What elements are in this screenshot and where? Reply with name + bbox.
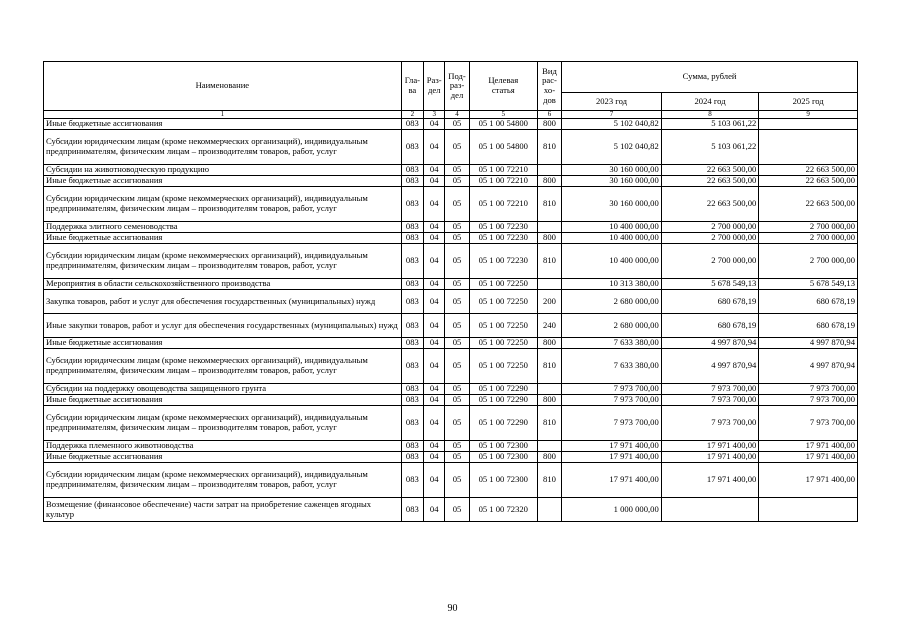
row-name: Иные бюджетные ассигнования xyxy=(44,119,402,130)
row-sum-2024: 680 678,19 xyxy=(661,314,759,338)
row-glava: 083 xyxy=(401,290,423,314)
row-vid: 240 xyxy=(537,314,561,338)
row-sum-2024: 5 103 061,22 xyxy=(661,130,759,165)
header-vid: Вид рас- хо- дов xyxy=(537,62,561,111)
row-name: Субсидии юридическим лицам (кроме некоммерческих организаций), индивидуальным предпринимателям, физическим лицам – производителям товаров, работ, услуг xyxy=(44,187,402,222)
column-number: 6 xyxy=(537,111,561,119)
header-2023: 2023 год xyxy=(562,93,662,111)
row-sum-2024: 2 700 000,00 xyxy=(661,233,759,244)
row-vid xyxy=(537,222,561,233)
row-podrazdel: 05 xyxy=(445,233,469,244)
row-razdel: 04 xyxy=(424,441,445,452)
row-sum-2023: 7 973 700,00 xyxy=(562,406,662,441)
table-row xyxy=(44,119,858,130)
row-celevaya: 05 1 00 72210 xyxy=(469,165,537,176)
row-name: Субсидии юридическим лицам (кроме некоммерческих организаций), индивидуальным предпринимателям, физическим лицам – производителям товаров, работ, услуг xyxy=(44,406,402,441)
row-vid: 810 xyxy=(537,406,561,441)
row-vid: 810 xyxy=(537,463,561,498)
row-vid: 200 xyxy=(537,290,561,314)
row-name: Субсидии юридическим лицам (кроме некоммерческих организаций), индивидуальным предпринимателям, физическим лицам – производителям товаров, работ, услуг xyxy=(44,463,402,498)
table-row xyxy=(44,279,858,290)
row-sum-2023: 5 102 040,82 xyxy=(562,130,662,165)
row-razdel: 04 xyxy=(424,165,445,176)
row-sum-2024: 5 103 061,22 xyxy=(661,119,759,130)
row-razdel: 04 xyxy=(424,406,445,441)
row-glava: 083 xyxy=(401,233,423,244)
row-podrazdel: 05 xyxy=(445,165,469,176)
row-podrazdel: 05 xyxy=(445,119,469,130)
column-number: 1 xyxy=(44,111,402,119)
row-glava: 083 xyxy=(401,176,423,187)
row-sum-2025 xyxy=(759,119,858,130)
row-sum-2023: 7 633 380,00 xyxy=(562,338,662,349)
row-celevaya: 05 1 00 72230 xyxy=(469,244,537,279)
row-sum-2025: 5 678 549,13 xyxy=(759,279,858,290)
row-sum-2025: 7 973 700,00 xyxy=(759,395,858,406)
row-glava: 083 xyxy=(401,165,423,176)
row-celevaya: 05 1 00 72300 xyxy=(469,452,537,463)
row-glava: 083 xyxy=(401,119,423,130)
row-podrazdel: 05 xyxy=(445,290,469,314)
row-sum-2024: 5 678 549,13 xyxy=(661,279,759,290)
row-glava: 083 xyxy=(401,222,423,233)
row-razdel: 04 xyxy=(424,176,445,187)
row-sum-2025: 2 700 000,00 xyxy=(759,222,858,233)
row-sum-2025: 7 973 700,00 xyxy=(759,384,858,395)
column-number: 5 xyxy=(469,111,537,119)
table-row xyxy=(44,222,858,233)
row-celevaya: 05 1 00 54800 xyxy=(469,130,537,165)
row-glava: 083 xyxy=(401,498,423,522)
row-celevaya: 05 1 00 72320 xyxy=(469,498,537,522)
row-vid: 800 xyxy=(537,452,561,463)
row-sum-2023: 7 973 700,00 xyxy=(562,395,662,406)
row-celevaya: 05 1 00 72250 xyxy=(469,338,537,349)
row-razdel: 04 xyxy=(424,222,445,233)
row-sum-2024: 2 700 000,00 xyxy=(661,222,759,233)
table-row xyxy=(44,463,858,498)
row-sum-2025: 680 678,19 xyxy=(759,314,858,338)
row-name: Субсидии юридическим лицам (кроме некоммерческих организаций), индивидуальным предпринимателям, физическим лицам – производителям товаров, работ, услуг xyxy=(44,349,402,384)
row-vid xyxy=(537,384,561,395)
row-sum-2025: 4 997 870,94 xyxy=(759,338,858,349)
row-name: Иные бюджетные ассигнования xyxy=(44,233,402,244)
table-row xyxy=(44,233,858,244)
table-row xyxy=(44,244,858,279)
header-name: Наименование xyxy=(44,62,402,111)
row-glava: 083 xyxy=(401,384,423,395)
table-row xyxy=(44,165,858,176)
row-name: Иные закупки товаров, работ и услуг для обеспечения государственных (муниципальных) нужд xyxy=(44,314,402,338)
row-celevaya: 05 1 00 72250 xyxy=(469,279,537,290)
table-body xyxy=(44,119,858,522)
row-sum-2024: 17 971 400,00 xyxy=(661,452,759,463)
table-row xyxy=(44,441,858,452)
row-sum-2025: 22 663 500,00 xyxy=(759,165,858,176)
row-razdel: 04 xyxy=(424,130,445,165)
row-glava: 083 xyxy=(401,349,423,384)
row-vid: 800 xyxy=(537,176,561,187)
row-sum-2025: 17 971 400,00 xyxy=(759,463,858,498)
row-sum-2023: 2 680 000,00 xyxy=(562,290,662,314)
row-podrazdel: 05 xyxy=(445,452,469,463)
row-name: Иные бюджетные ассигнования xyxy=(44,338,402,349)
row-podrazdel: 05 xyxy=(445,338,469,349)
row-name: Возмещение (финансовое обеспечение) части затрат на приобретение саженцев ягодных культур xyxy=(44,498,402,522)
row-podrazdel: 05 xyxy=(445,222,469,233)
row-razdel: 04 xyxy=(424,463,445,498)
row-celevaya: 05 1 00 72250 xyxy=(469,349,537,384)
row-glava: 083 xyxy=(401,395,423,406)
table-header xyxy=(44,62,858,119)
row-razdel: 04 xyxy=(424,290,445,314)
row-sum-2023: 30 160 000,00 xyxy=(562,187,662,222)
row-podrazdel: 05 xyxy=(445,406,469,441)
row-celevaya: 05 1 00 72230 xyxy=(469,233,537,244)
row-glava: 083 xyxy=(401,338,423,349)
row-sum-2023: 7 973 700,00 xyxy=(562,384,662,395)
budget-table xyxy=(43,61,858,522)
row-sum-2023: 7 633 380,00 xyxy=(562,349,662,384)
row-glava: 083 xyxy=(401,244,423,279)
row-sum-2025: 680 678,19 xyxy=(759,290,858,314)
row-sum-2025: 17 971 400,00 xyxy=(759,452,858,463)
row-celevaya: 05 1 00 72210 xyxy=(469,176,537,187)
row-celevaya: 05 1 00 72210 xyxy=(469,187,537,222)
table-row xyxy=(44,452,858,463)
row-razdel: 04 xyxy=(424,314,445,338)
row-sum-2025: 7 973 700,00 xyxy=(759,406,858,441)
row-sum-2023: 10 400 000,00 xyxy=(562,244,662,279)
row-vid xyxy=(537,498,561,522)
row-podrazdel: 05 xyxy=(445,176,469,187)
row-sum-2023: 17 971 400,00 xyxy=(562,441,662,452)
row-razdel: 04 xyxy=(424,187,445,222)
row-vid xyxy=(537,441,561,452)
row-podrazdel: 05 xyxy=(445,395,469,406)
row-podrazdel: 05 xyxy=(445,384,469,395)
row-celevaya: 05 1 00 72250 xyxy=(469,290,537,314)
row-podrazdel: 05 xyxy=(445,130,469,165)
row-podrazdel: 05 xyxy=(445,244,469,279)
table-row xyxy=(44,384,858,395)
row-name: Поддержка племенного животноводства xyxy=(44,441,402,452)
table-row xyxy=(44,130,858,165)
row-razdel: 04 xyxy=(424,349,445,384)
row-podrazdel: 05 xyxy=(445,498,469,522)
row-glava: 083 xyxy=(401,452,423,463)
row-razdel: 04 xyxy=(424,244,445,279)
row-sum-2024: 22 663 500,00 xyxy=(661,176,759,187)
row-name: Субсидии на поддержку овощеводства защищенного грунта xyxy=(44,384,402,395)
row-vid xyxy=(537,279,561,290)
row-vid: 810 xyxy=(537,244,561,279)
row-sum-2023: 5 102 040,82 xyxy=(562,119,662,130)
row-razdel: 04 xyxy=(424,338,445,349)
row-glava: 083 xyxy=(401,441,423,452)
row-sum-2024: 22 663 500,00 xyxy=(661,187,759,222)
row-glava: 083 xyxy=(401,406,423,441)
row-sum-2024: 4 997 870,94 xyxy=(661,338,759,349)
header-celevaya: Целевая статья xyxy=(469,62,537,111)
row-podrazdel: 05 xyxy=(445,314,469,338)
row-sum-2024: 17 971 400,00 xyxy=(661,441,759,452)
row-podrazdel: 05 xyxy=(445,187,469,222)
row-sum-2024: 22 663 500,00 xyxy=(661,165,759,176)
row-celevaya: 05 1 00 72290 xyxy=(469,395,537,406)
table-row xyxy=(44,498,858,522)
row-sum-2023: 1 000 000,00 xyxy=(562,498,662,522)
column-number: 2 xyxy=(401,111,423,119)
row-glava: 083 xyxy=(401,463,423,498)
header-2025: 2025 год xyxy=(759,93,858,111)
row-razdel: 04 xyxy=(424,279,445,290)
row-sum-2024: 7 973 700,00 xyxy=(661,395,759,406)
row-name: Поддержка элитного семеноводства xyxy=(44,222,402,233)
row-sum-2023: 10 313 380,00 xyxy=(562,279,662,290)
row-sum-2023: 30 160 000,00 xyxy=(562,165,662,176)
row-sum-2023: 10 400 000,00 xyxy=(562,233,662,244)
row-vid: 800 xyxy=(537,395,561,406)
row-sum-2024: 2 700 000,00 xyxy=(661,244,759,279)
row-vid xyxy=(537,165,561,176)
table-row xyxy=(44,395,858,406)
column-number: 8 xyxy=(661,111,759,119)
row-vid: 800 xyxy=(537,233,561,244)
row-razdel: 04 xyxy=(424,384,445,395)
header-podrazdel: Под- раз- дел xyxy=(445,62,469,111)
row-podrazdel: 05 xyxy=(445,279,469,290)
row-sum-2024: 17 971 400,00 xyxy=(661,463,759,498)
row-razdel: 04 xyxy=(424,498,445,522)
row-glava: 083 xyxy=(401,130,423,165)
row-glava: 083 xyxy=(401,187,423,222)
row-name: Субсидии юридическим лицам (кроме некоммерческих организаций), индивидуальным предпринимателям, физическим лицам – производителям товаров, работ, услуг xyxy=(44,244,402,279)
column-number: 4 xyxy=(445,111,469,119)
row-sum-2024: 7 973 700,00 xyxy=(661,406,759,441)
row-celevaya: 05 1 00 72290 xyxy=(469,406,537,441)
row-sum-2023: 2 680 000,00 xyxy=(562,314,662,338)
column-number: 3 xyxy=(424,111,445,119)
row-sum-2025: 17 971 400,00 xyxy=(759,441,858,452)
row-sum-2023: 17 971 400,00 xyxy=(562,463,662,498)
row-sum-2025 xyxy=(759,130,858,165)
row-sum-2025 xyxy=(759,498,858,522)
row-celevaya: 05 1 00 72230 xyxy=(469,222,537,233)
row-name: Субсидии юридическим лицам (кроме некоммерческих организаций), индивидуальным предпринимателям, физическим лицам – производителям товаров, работ, услуг xyxy=(44,130,402,165)
row-podrazdel: 05 xyxy=(445,441,469,452)
column-number: 9 xyxy=(759,111,858,119)
table-row xyxy=(44,290,858,314)
row-vid: 800 xyxy=(537,338,561,349)
row-razdel: 04 xyxy=(424,452,445,463)
row-sum-2023: 17 971 400,00 xyxy=(562,452,662,463)
row-celevaya: 05 1 00 72290 xyxy=(469,384,537,395)
row-sum-2025: 2 700 000,00 xyxy=(759,244,858,279)
header-glava: Гла- ва xyxy=(401,62,423,111)
row-sum-2024: 680 678,19 xyxy=(661,290,759,314)
table-row xyxy=(44,314,858,338)
row-celevaya: 05 1 00 72300 xyxy=(469,463,537,498)
row-sum-2024 xyxy=(661,498,759,522)
header-summa: Сумма, рублей xyxy=(562,62,858,93)
table-row xyxy=(44,406,858,441)
row-celevaya: 05 1 00 72250 xyxy=(469,314,537,338)
row-sum-2024: 4 997 870,94 xyxy=(661,349,759,384)
row-sum-2025: 22 663 500,00 xyxy=(759,187,858,222)
row-razdel: 04 xyxy=(424,233,445,244)
header-2024: 2024 год xyxy=(661,93,759,111)
column-number: 7 xyxy=(562,111,662,119)
row-sum-2025: 2 700 000,00 xyxy=(759,233,858,244)
row-sum-2025: 4 997 870,94 xyxy=(759,349,858,384)
row-sum-2023: 10 400 000,00 xyxy=(562,222,662,233)
row-vid: 810 xyxy=(537,187,561,222)
row-name: Иные бюджетные ассигнования xyxy=(44,395,402,406)
row-name: Мероприятия в области сельскохозяйственного производства xyxy=(44,279,402,290)
table-row xyxy=(44,187,858,222)
row-name: Субсидии на животноводческую продукцию xyxy=(44,165,402,176)
row-sum-2023: 30 160 000,00 xyxy=(562,176,662,187)
row-celevaya: 05 1 00 54800 xyxy=(469,119,537,130)
row-glava: 083 xyxy=(401,314,423,338)
row-podrazdel: 05 xyxy=(445,463,469,498)
page-number: 90 xyxy=(447,603,458,614)
row-name: Иные бюджетные ассигнования xyxy=(44,452,402,463)
row-vid: 800 xyxy=(537,119,561,130)
row-name: Закупка товаров, работ и услуг для обеспечения государственных (муниципальных) нужд xyxy=(44,290,402,314)
table-row xyxy=(44,338,858,349)
row-vid: 810 xyxy=(537,349,561,384)
row-celevaya: 05 1 00 72300 xyxy=(469,441,537,452)
row-razdel: 04 xyxy=(424,119,445,130)
row-podrazdel: 05 xyxy=(445,349,469,384)
row-razdel: 04 xyxy=(424,395,445,406)
row-vid: 810 xyxy=(537,130,561,165)
table-row xyxy=(44,349,858,384)
row-sum-2024: 7 973 700,00 xyxy=(661,384,759,395)
header-razdel: Раз- дел xyxy=(424,62,445,111)
table-row xyxy=(44,176,858,187)
row-name: Иные бюджетные ассигнования xyxy=(44,176,402,187)
row-glava: 083 xyxy=(401,279,423,290)
row-sum-2025: 22 663 500,00 xyxy=(759,176,858,187)
